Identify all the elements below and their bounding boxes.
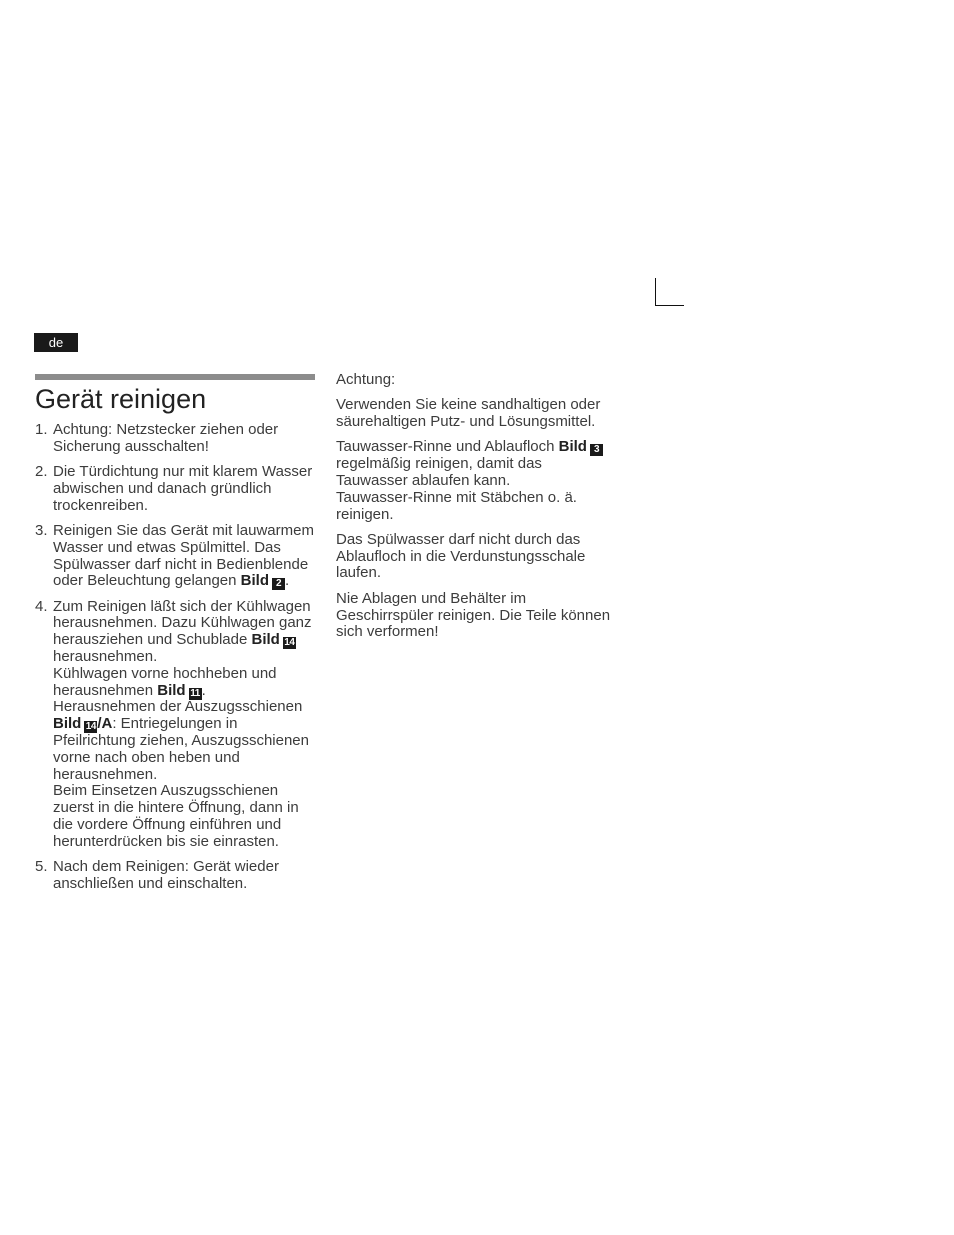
text-line: Nie Ablagen und Behälter im [336, 589, 527, 607]
text-line: Tauwasser ablaufen kann. [336, 471, 511, 489]
figure-number-badge: 2 [272, 578, 285, 590]
text-segment: . [201, 681, 206, 699]
text-line [53, 683, 315, 700]
text-line: herunterdrücken bis sie einrasten. [53, 832, 279, 850]
text-line: Pfeilrichtung ziehen, Auszugsschienen [53, 732, 309, 750]
step-item [35, 422, 315, 456]
step-text [53, 599, 315, 851]
crop-mark-horizontal [655, 305, 684, 306]
step-item [35, 859, 315, 893]
page-title: Gerät reinigen [35, 384, 207, 414]
caution-paragraph [336, 439, 626, 523]
caution-heading-block [336, 372, 626, 389]
text-line: herausnehmen. [53, 648, 158, 666]
text-line [53, 716, 315, 733]
text-line: anschließen und einschalten. [53, 874, 248, 892]
figure-number-badge: 3 [590, 444, 603, 456]
figure-reference-label: Bild [251, 631, 280, 649]
text-line: Kühlwagen vorne hochheben und [53, 664, 277, 682]
text-segment: Tauwasser-Rinne und Ablaufloch [336, 438, 559, 456]
step-number: 5. [35, 858, 48, 876]
step-item [35, 523, 315, 590]
section-rule [35, 374, 315, 380]
figure-reference-label: Bild [240, 572, 269, 590]
text-line: sich verformen! [336, 623, 439, 641]
text-segment: herausziehen und Schublade [53, 631, 252, 649]
text-line: laufen. [336, 564, 382, 582]
text-line: herausnehmen. [53, 765, 158, 783]
figure-number-badge: 14 [85, 721, 96, 733]
text-line [53, 573, 315, 590]
step-text [53, 523, 315, 590]
step-number: 3. [35, 521, 48, 539]
figure-reference-label: /A [97, 715, 113, 733]
text-line: Die Türdichtung nur mit klarem Wasser [53, 463, 313, 481]
text-line: Wasser und etwas Spülmittel. Das [53, 538, 281, 556]
cleaning-steps [35, 422, 315, 901]
text-line: regelmäßig reinigen, damit das [336, 455, 542, 473]
text-line: Herausnehmen der Auszugsschienen [53, 698, 303, 716]
text-line: Sicherung ausschalten! [53, 437, 209, 455]
step-number: 4. [35, 597, 48, 615]
text-line: Nach dem Reinigen: Gerät wieder [53, 858, 279, 876]
text-line: Spülwasser darf nicht in Bedienblende [53, 555, 309, 573]
text-line [336, 439, 626, 456]
step-number: 1. [35, 421, 48, 438]
text-line: Tauwasser-Rinne mit Stäbchen o. ä. [336, 488, 577, 506]
step-item [35, 464, 315, 514]
caution-notes [336, 372, 626, 650]
text-line: abwischen und danach gründlich [53, 479, 272, 497]
figure-reference-label: Bild [558, 438, 587, 456]
text-line: Beim Einsetzen Auszugsschienen [53, 782, 279, 800]
figure-number-badge: 11 [190, 687, 200, 699]
text-line: Achtung: Netzstecker ziehen oder [53, 421, 279, 438]
text-segment: . [285, 572, 290, 590]
text-segment: : Entriegelungen in [112, 715, 238, 733]
step-text [53, 422, 315, 456]
text-line: die vordere Öffnung einführen und [53, 816, 282, 834]
language-badge: de [34, 333, 78, 352]
figure-number-badge: 14 [284, 637, 295, 649]
step-number: 2. [35, 463, 48, 481]
text-line: herausnehmen. Dazu Kühlwagen ganz [53, 614, 312, 632]
step-text [53, 464, 315, 514]
text-line: Zum Reinigen läßt sich der Kühlwagen [53, 597, 311, 615]
text-line: Verwenden Sie keine sandhaltigen oder [336, 396, 601, 414]
figure-reference-label: Bild [157, 681, 186, 699]
caution-paragraph [336, 532, 626, 582]
text-segment: herausnehmen [53, 681, 158, 699]
crop-mark-vertical [655, 278, 656, 306]
step-item [35, 599, 315, 851]
figure-reference-label: Bild [53, 715, 82, 733]
text-line: zuerst in die hintere Öffnung, dann in [53, 799, 299, 817]
step-text [53, 859, 315, 893]
text-line: säurehaltigen Putz- und Lösungsmittel. [336, 413, 596, 431]
caution-heading: Achtung: [336, 371, 396, 388]
caution-paragraph [336, 397, 626, 431]
text-line: Reinigen Sie das Gerät mit lauwarmem [53, 521, 314, 539]
text-line: Das Spülwasser darf nicht durch das [336, 530, 581, 548]
caution-paragraph [336, 591, 626, 641]
text-line: Geschirrspüler reinigen. Die Teile können [336, 606, 611, 624]
text-line: vorne nach oben heben und [53, 748, 240, 766]
text-line [53, 632, 315, 649]
text-line: reinigen. [336, 505, 394, 523]
text-line: Ablaufloch in die Verdunstungsschale [336, 547, 586, 565]
text-line: trockenreiben. [53, 496, 149, 514]
text-segment: oder Beleuchtung gelangen [53, 572, 241, 590]
